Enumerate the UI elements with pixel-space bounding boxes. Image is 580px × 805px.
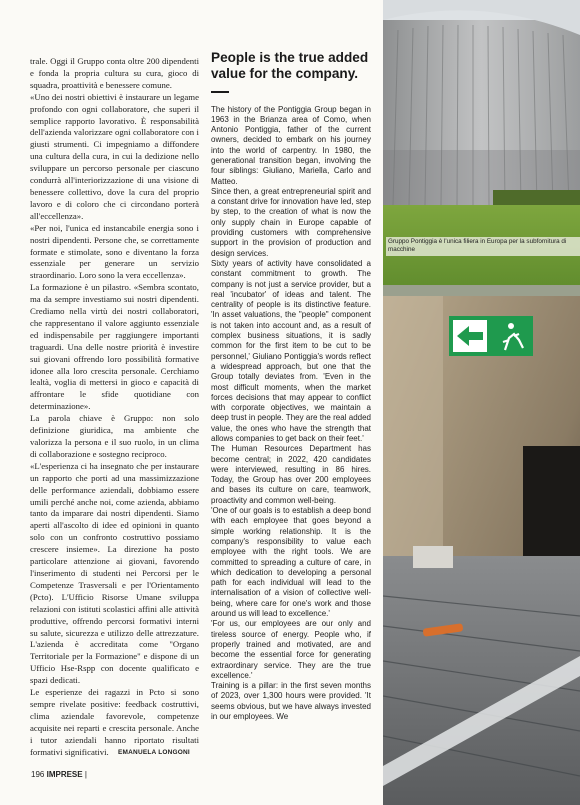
paragraph: Le esperienze dei ragazzi in Pcto si sono sempre rivelate positive: feedback costruttivi, clima aziendale favorevole, competenze acquisite nei reparti e crescita personale. Anche i tutor aziendali hanno riportato risultati formativi significativi. bbox=[30, 687, 199, 757]
author-byline: EMANUELA LONGONI bbox=[118, 749, 190, 756]
workshop-interior-photo bbox=[383, 296, 580, 805]
paragraph: Since then, a great entrepreneurial spirit and a constant drive for innovation have led, step by step, to the creation of what is now the only supply chain in Europe capable of providing customers with comprehensive support in the provision of production and design services. bbox=[211, 186, 371, 258]
magazine-name: IMPRESE bbox=[46, 770, 83, 779]
headline-rule bbox=[211, 91, 229, 93]
paragraph: Sixty years of activity have consolidated a constant commitment to growth. The company is not just a service provider, but a real 'incubator' of ideas and talent. The centrality of people is its distinctive feature. 'In asset valuations, the "people" component is not taken into account and, as a result of complex business situations, it is sadly common for the first item to be cut to be personnel,' Giuliano Pontiggia's words reflect a widespread approach, but one that the Group totally deviates from. 'Even in the most difficult moments, when the market forces decisions that may appear to conflict with corporate objectives, we maintain a deep trust in people. They are the real added value, the ones who have the strength that allows companies to get back on their feet.' bbox=[211, 258, 371, 443]
paragraph: 'For us, our employees are our only and tireless source of energy. People who, if properly trained and motivated, are and become the essential force for generating extraordinary service. They are the true excellence.' bbox=[211, 619, 371, 680]
paragraph: «Per noi, l'unica ed instancabile energia sono i nostri dipendenti. Persone che, se correttamente formate e stimolate, sono e diventano la forza essenziale per generare un servizio straordinario. Loro sono la vera eccellenza». bbox=[30, 222, 199, 281]
photo-caption: Gruppo Pontiggia è l'unica filiera in Europa per la subfornitura di macchine bbox=[386, 237, 580, 256]
page-footer: 196 IMPRESE | bbox=[31, 770, 87, 779]
paragraph: 'One of our goals is to establish a deep bond with each employee that goes beyond a simple working relationship. It is the company's responsibility to value each employee with the right tools. We are committed to spreading a culture of care, in which dedication to developing a personal path for each individual will lead to the internalisation of a vision of collective well-being, where care for one's work and those around us will lead to excellence.' bbox=[211, 506, 371, 619]
paragraph: La parola chiave è Gruppo: non solo definizione giuridica, ma ambiente che valorizza la persona e il suo ruolo, in un clima di collaborazione e sostegno reciproco. bbox=[30, 413, 199, 459]
english-article-column bbox=[211, 50, 371, 722]
paragraph: trale. Oggi il Gruppo conta oltre 200 dipendenti e fonda la propria cultura su cura, gioco di squadra, proattività e benessere comune. bbox=[30, 56, 199, 90]
english-body bbox=[211, 105, 371, 723]
paragraph: «Uno dei nostri obiettivi è instaurare un legame profondo con ogni collaboratore, che superi il semplice rapporto lavorativo. È responsabilità dell'azienda valorizzare ogni collaboratore con i giusti strumenti. Ci impegniamo a diffondere una cultura della cura, in cui la dedizione nello sviluppare un percorso personale per ciascuno condurrà all'interiorizzazione di una visione di benessere collettivo, dove la cura del proprio lavoro e di coloro che ci circondano porterà all'eccellenza». bbox=[30, 91, 199, 221]
paragraph: The history of the Pontiggia Group began in 1963 in the Brianza area of Como, when Antonio Pontiggia, father of the current owners, decided to embark on his journey into the world of carpentry. In 1980, the generational transition began, involving the four siblings: Giuliano, Mariella, Carlo and Matteo. bbox=[211, 104, 371, 186]
paragraph: Training is a pillar: in the first seven months of 2023, over 1,300 hours were provided. 'It seems obvious, but we have always invested in our employees. We bbox=[211, 681, 371, 722]
paragraph: The Human Resources Department has become central; in 2022, 420 candidates were interviewed, resulting in 86 hires. Today, the Group has over 200 employees and bases its culture on care, teamwork, proactivity and common well-being. bbox=[211, 444, 371, 505]
paragraph: La formazione è un pilastro. «Sembra scontato, ma da sempre investiamo sui nostri dipendenti. Crediamo nella virtù dei nostri collaboratori, che rappresentano il valore aggiunto essenziale ed indispensabile per raggiungere importanti traguardi. Una delle nostre priorità è investire sui giovani offrendo loro possibilità formative idonee alla loro crescita personale. Cerchiamo lealtà, voglia di mettersi in gioco e capacità di affrontare le sfide quotidiane con determinazione». bbox=[30, 282, 199, 412]
italian-article-column bbox=[30, 56, 199, 758]
paragraph: «L'esperienza ci ha insegnato che per instaurare un rapporto che porti ad una massimizzazione delle performance aziendali, dobbiamo essere umili perché anche noi, come azienda, abbiamo tanto da imparare dai nostri dipendenti. Siamo aperti all'ascolto di idee ed opinioni in quanto solo con un confronto costruttivo possiamo crescere insieme». La direzione ha posto particolare attenzione ai giovani, favorendo l'inserimento di studenti nei Percorsi per le Competenze Trasversali e per l'Orientamento (Pcto). L'Ufficio Risorse Umane sviluppa relazioni con istituti scolastici affini alle attività produttive, offrendo percorsi formativi interni su salute, sicurezza e utilizzo delle attrezzature. L'azienda è accreditata come "Organo Territoriale per la Formazione" e dispone di un Ufficio Hse-Rspp con docente qualificato e spazi dedicati. bbox=[30, 460, 199, 686]
page-number: 196 bbox=[31, 770, 45, 779]
article-headline: People is the true added value for the company. bbox=[211, 50, 369, 81]
